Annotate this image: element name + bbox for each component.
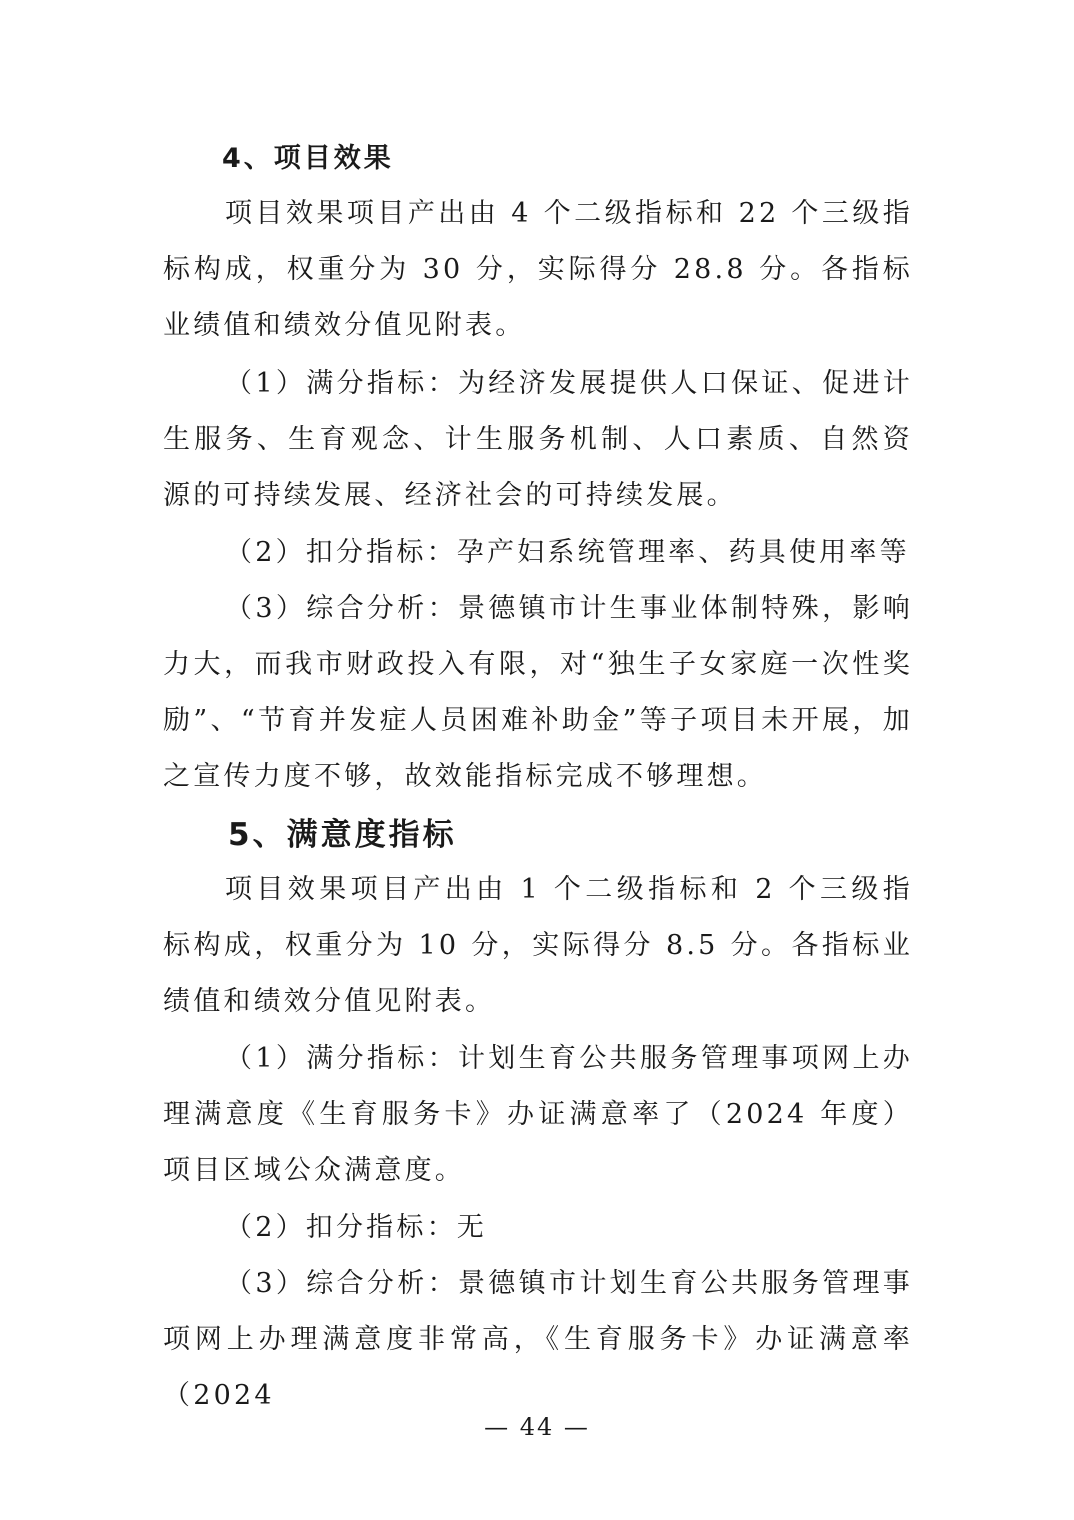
section-5-heading: 5、满意度指标 bbox=[228, 817, 457, 853]
section-5-deductions-paragraph: （2）扣分指标：无 bbox=[225, 1212, 487, 1243]
section-4-deductions-paragraph: （2）扣分指标：孕产妇系统管理率、药具使用率等 bbox=[225, 537, 910, 568]
section-5-full-marks-paragraph: （1）满分指标：计划生育公共服务管理事项网上办理满意度《生育服务卡》办证满意率了（2024 年度）项目区域公众满意度。 bbox=[163, 1043, 913, 1186]
section-5-intro-paragraph: 项目效果项目产出由 1 个二级指标和 2 个三级指标构成，权重分为 10 分，实际得分 8.5 分。各指标业绩值和绩效分值见附表。 bbox=[163, 874, 913, 1017]
section-4-heading: 4、项目效果 bbox=[222, 143, 394, 174]
section-4-full-marks-paragraph: （1）满分指标：为经济发展提供人口保证、促进计生服务、生育观念、计生服务机制、人口素质、自然资源的可持续发展、经济社会的可持续发展。 bbox=[163, 368, 913, 511]
section-4-intro-paragraph: 项目效果项目产出由 4 个二级指标和 22 个三级指标构成，权重分为 30 分，实际得分 28.8 分。各指标业绩值和绩效分值见附表。 bbox=[163, 198, 913, 341]
section-5-analysis-paragraph: （3）综合分析：景德镇市计划生育公共服务管理事项网上办理满意度非常高，《生育服务卡》办证满意率（2024 bbox=[163, 1268, 913, 1411]
section-4-analysis-paragraph: （3）综合分析：景德镇市计生事业体制特殊，影响力大，而我市财政投入有限，对“独生子女家庭一次性奖励”、“节育并发症人员困难补助金”等子项目未开展，加之宣传力度不够，故效能指标完成不够理想。 bbox=[163, 593, 913, 792]
page-number: — 44 — bbox=[484, 1413, 590, 1441]
